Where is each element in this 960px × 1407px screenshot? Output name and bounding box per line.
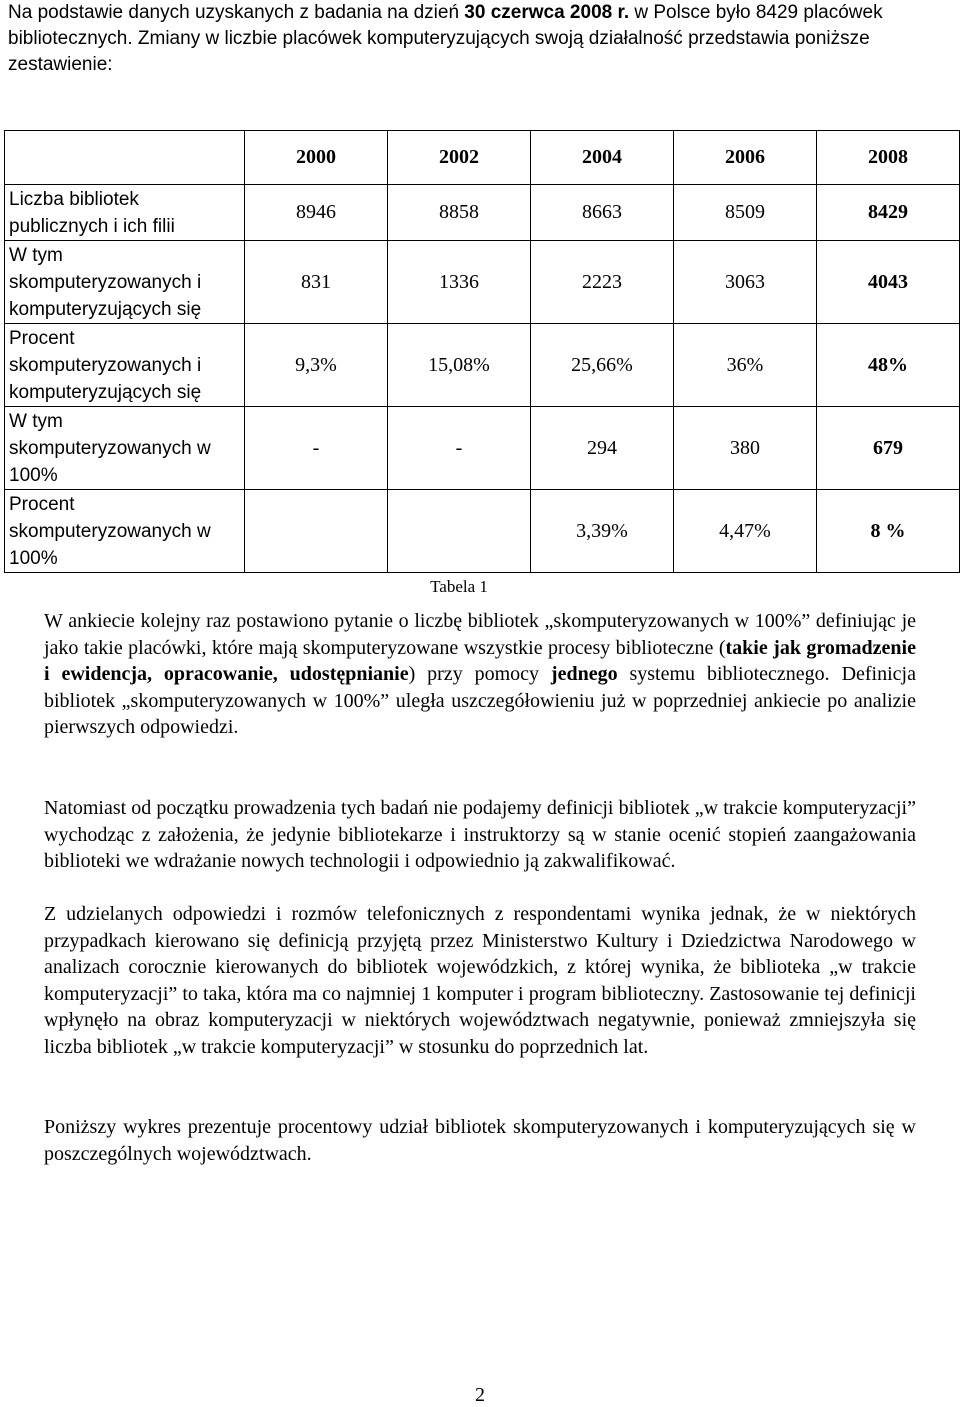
intro-date: 30 czerwca 2008 r. [464, 2, 630, 23]
row-label: Procent skomputeryzowanych i komputeryzujących się [5, 324, 245, 407]
table-cell: 4043 [817, 241, 960, 324]
table-cell: - [388, 407, 531, 490]
page-number: 2 [475, 1384, 485, 1406]
table-row [5, 490, 960, 573]
table-cell: 3063 [674, 241, 817, 324]
paragraph-chart-intro: Poniższy wykres prezentuje procentowy udział bibliotek skomputeryzowanych i komputeryzujących się w poszczególnych województwach. [44, 1116, 916, 1165]
paragraph-definition [44, 608, 916, 741]
table-cell: 380 [674, 407, 817, 490]
table-row [5, 241, 960, 324]
paragraph-text: systemu bibliotecznego. Definicja bibliotek „skomputeryzowanych w 100%” uległa uszczegółowieniu już w poprzedniej ankiecie po analizie pierwszych odpowiedzi. [44, 663, 916, 738]
paragraph-text: ) przy pomocy [408, 663, 551, 685]
table-row [5, 407, 960, 490]
table-cell: 8509 [674, 185, 817, 241]
table-cell: 8 % [817, 490, 960, 573]
row-label: Liczba bibliotek publicznych i ich filii [5, 185, 245, 241]
table-cell: 4,47% [674, 490, 817, 573]
table-caption: Tabela 1 [430, 577, 488, 596]
table-cell: 1336 [388, 241, 531, 324]
row-label: W tym skomputeryzowanych i komputeryzujących się [5, 241, 245, 324]
year-header: 2000 [245, 131, 388, 185]
table-cell [245, 490, 388, 573]
table-cell: 8429 [817, 185, 960, 241]
table-cell: 2223 [531, 241, 674, 324]
table-cell: 8858 [388, 185, 531, 241]
paragraph-bold-text: jednego [550, 663, 618, 685]
table-cell: 831 [245, 241, 388, 324]
paragraph-bold-text: takie jak gromadzenie i ewidencja, opracowanie, udostępnianie [44, 636, 916, 685]
year-header: 2002 [388, 131, 531, 185]
table-header-row [5, 131, 960, 185]
table-cell [388, 490, 531, 573]
paragraph-in-progress: Natomiast od początku prowadzenia tych badań nie podajemy definicji bibliotek „w trakcie komputeryzacji” wychodząc z założenia, że jedynie bibliotekarze i instruktorzy są w stanie ocenić stopień zaangażowania biblioteki we wdrażanie nowych technologii i odpowiednio ją zakwalifikować. [44, 797, 916, 872]
row-label: Procent skomputeryzowanych w 100% [5, 490, 245, 573]
table-cell: 25,66% [531, 324, 674, 407]
table-cell: 8946 [245, 185, 388, 241]
table-row [5, 324, 960, 407]
year-header: 2008 [817, 131, 960, 185]
table-cell: 8663 [531, 185, 674, 241]
libraries-table [4, 130, 960, 609]
table-caption-row [5, 573, 960, 610]
table-corner-cell [5, 131, 245, 185]
table-cell: 36% [674, 324, 817, 407]
table-cell: 9,3% [245, 324, 388, 407]
table-cell: 294 [531, 407, 674, 490]
row-label: W tym skomputeryzowanych w 100% [5, 407, 245, 490]
table-cell: - [245, 407, 388, 490]
table-cell: 48% [817, 324, 960, 407]
table-row [5, 185, 960, 241]
year-header: 2006 [674, 131, 817, 185]
table-cell: 679 [817, 407, 960, 490]
intro-text-1: Na podstawie danych uzyskanych z badania na dzień [8, 2, 465, 23]
table-cell: 15,08% [388, 324, 531, 407]
year-header: 2004 [531, 131, 674, 185]
table-cell: 3,39% [531, 490, 674, 573]
paragraph-text: W ankiecie kolejny raz postawiono pytanie o liczbę bibliotek „skomputeryzowanych w 100%” definiując je jako takie placówki, które mają skomputeryzowane wszystkie procesy biblioteczne ( [44, 610, 916, 659]
paragraph-ministry: Z udzielanych odpowiedzi i rozmów telefonicznych z respondentami wynika jednak, że w niektórych przypadkach kierowano się definicją przyjętą przez Ministerstwo Kultury i Dziedzictwa Narodowego w analizach corocznie kierowanych do bibliotek wojewódzkich, z której wynika, że biblioteka „w trakcie komputeryzacji” to taka, która ma co najmniej 1 komputer i program biblioteczny. Zastosowanie tej definicji wpłynęło na obraz komputeryzacji w niektórych województwach negatywnie, ponieważ zmniejszyła się liczba bibliotek „w trakcie komputeryzacji” w stosunku do poprzednich lat. [44, 903, 916, 1058]
intro-paragraph [8, 0, 948, 78]
intro-text-2: w Polsce było 8429 placówek bibliotecznych. Zmiany w liczbie placówek komputeryzujących swoją działalność przedstawia poniższe zestawienie: [8, 2, 883, 75]
